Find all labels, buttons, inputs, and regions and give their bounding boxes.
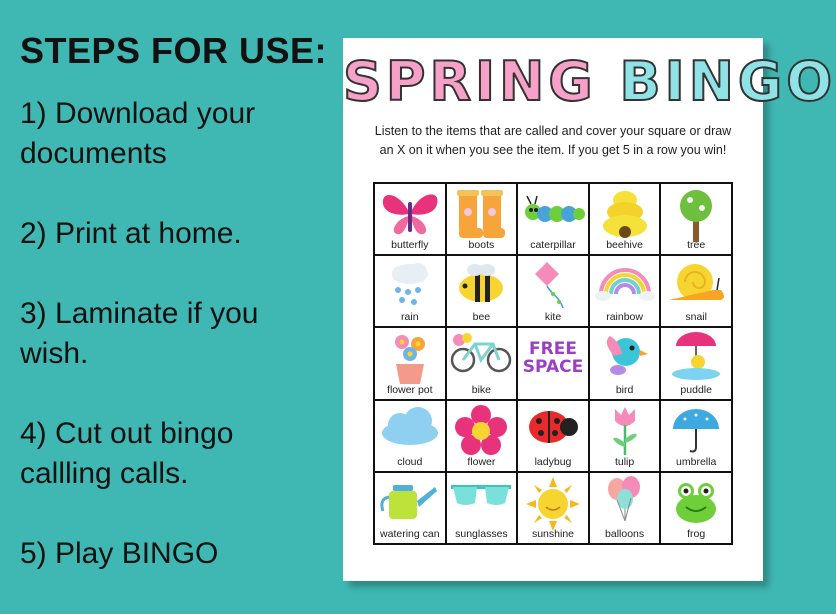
sunglasses-icon	[449, 477, 513, 513]
free-space-line1: FREE	[529, 339, 577, 360]
bingo-cell-tulip[interactable]	[589, 400, 661, 472]
bingo-title	[343, 50, 836, 113]
bingo-card	[343, 38, 836, 581]
bingo-cell-snail[interactable]	[660, 255, 732, 327]
umbrella-icon	[669, 405, 723, 455]
cell-label: butterfly	[391, 239, 429, 252]
bingo-cell-boots[interactable]	[446, 183, 518, 255]
butterfly-icon	[379, 188, 441, 240]
flower-icon	[455, 405, 507, 457]
watering-can-icon	[379, 477, 441, 523]
bingo-cell-rain[interactable]	[374, 255, 446, 327]
ladybug-icon	[525, 405, 581, 449]
bingo-cell-cloud[interactable]	[374, 400, 446, 472]
flower-pot-icon	[388, 332, 432, 386]
beehive-icon	[600, 188, 650, 242]
bingo-cell-watering-can[interactable]	[374, 472, 446, 544]
cell-label: caterpillar	[530, 239, 576, 252]
bingo-cell-bike[interactable]	[446, 327, 518, 399]
bingo-cell-free-space[interactable]	[517, 327, 589, 399]
cell-label: ladybug	[534, 455, 572, 468]
boots-icon	[455, 188, 507, 244]
step-2: 2) Print at home.	[20, 217, 242, 250]
cell-label: kite	[544, 311, 562, 324]
bingo-cell-sunshine[interactable]	[517, 472, 589, 544]
bingo-cell-balloons[interactable]	[589, 472, 661, 544]
step-5: 5) Play BINGO	[20, 537, 219, 570]
cell-label: rain	[401, 311, 419, 324]
bingo-cell-beehive[interactable]	[589, 183, 661, 255]
bingo-grid	[373, 182, 733, 545]
bingo-cell-puddle[interactable]	[660, 327, 732, 399]
step-3: 3) Laminate if you wish.	[20, 297, 259, 370]
bingo-cell-kite[interactable]	[517, 255, 589, 327]
bingo-cell-bee[interactable]	[446, 255, 518, 327]
rainbow-icon	[595, 260, 655, 302]
bee-icon	[453, 260, 509, 306]
cell-label: bike	[471, 383, 492, 396]
rain-cloud-icon	[386, 260, 434, 312]
bird-icon	[600, 332, 650, 382]
cell-label: balloons	[605, 527, 645, 540]
cell-label: cloud	[397, 455, 423, 468]
cell-label: bee	[472, 311, 491, 324]
cell-label: tree	[687, 239, 706, 252]
bingo-cell-sunglasses[interactable]	[446, 472, 518, 544]
caterpillar-icon	[521, 188, 585, 228]
balloons-icon	[603, 477, 647, 529]
cell-label: beehive	[606, 239, 643, 252]
cell-label: tulip	[614, 455, 635, 468]
bingo-cell-ladybug[interactable]	[517, 400, 589, 472]
cell-label: sunglasses	[455, 527, 508, 540]
sunshine-icon	[526, 477, 580, 531]
cell-label: flower pot	[387, 383, 433, 396]
kite-icon	[533, 260, 573, 312]
bike-icon	[449, 332, 513, 374]
title-bingo: BINGO	[619, 50, 836, 113]
cell-label: frog	[687, 527, 706, 540]
step-4: 4) Cut out bingo callling calls.	[20, 417, 234, 490]
frog-icon	[670, 477, 722, 527]
cell-label: puddle	[680, 383, 712, 396]
free-space-line2: SPACE	[522, 357, 584, 378]
bingo-cell-flower[interactable]	[446, 400, 518, 472]
cell-label: umbrella	[676, 455, 717, 468]
tulip-icon	[607, 405, 643, 457]
snail-icon	[665, 260, 727, 306]
bingo-cell-tree[interactable]	[660, 183, 732, 255]
bingo-cell-frog[interactable]	[660, 472, 732, 544]
cell-label: snail	[685, 311, 707, 324]
steps-title: STEPS FOR USE:	[20, 30, 328, 71]
cell-label: flower	[467, 455, 496, 468]
bingo-cell-rainbow[interactable]	[589, 255, 661, 327]
tree-icon	[674, 188, 718, 244]
title-spring: SPRING	[343, 50, 597, 113]
bingo-cell-bird[interactable]	[589, 327, 661, 399]
bingo-cell-flower-pot[interactable]	[374, 327, 446, 399]
cell-label: watering can	[380, 527, 440, 540]
bingo-instructions: Listen to the items that are called and cover your square or draw an X on it when you see the item. If you get 5 in a row you win!	[374, 124, 732, 157]
bingo-cell-butterfly[interactable]	[374, 183, 446, 255]
cell-label: boots	[468, 239, 495, 252]
cell-label: sunshine	[531, 527, 574, 540]
step-1: 1) Download your documents	[20, 97, 256, 170]
steps-panel	[20, 30, 330, 614]
cloud-icon	[378, 405, 442, 449]
bingo-cell-caterpillar[interactable]	[517, 183, 589, 255]
free-space-icon	[518, 340, 588, 376]
cell-label: rainbow	[606, 311, 643, 324]
cell-label: bird	[615, 383, 634, 396]
bingo-cell-umbrella[interactable]	[660, 400, 732, 472]
puddle-icon	[668, 332, 724, 382]
